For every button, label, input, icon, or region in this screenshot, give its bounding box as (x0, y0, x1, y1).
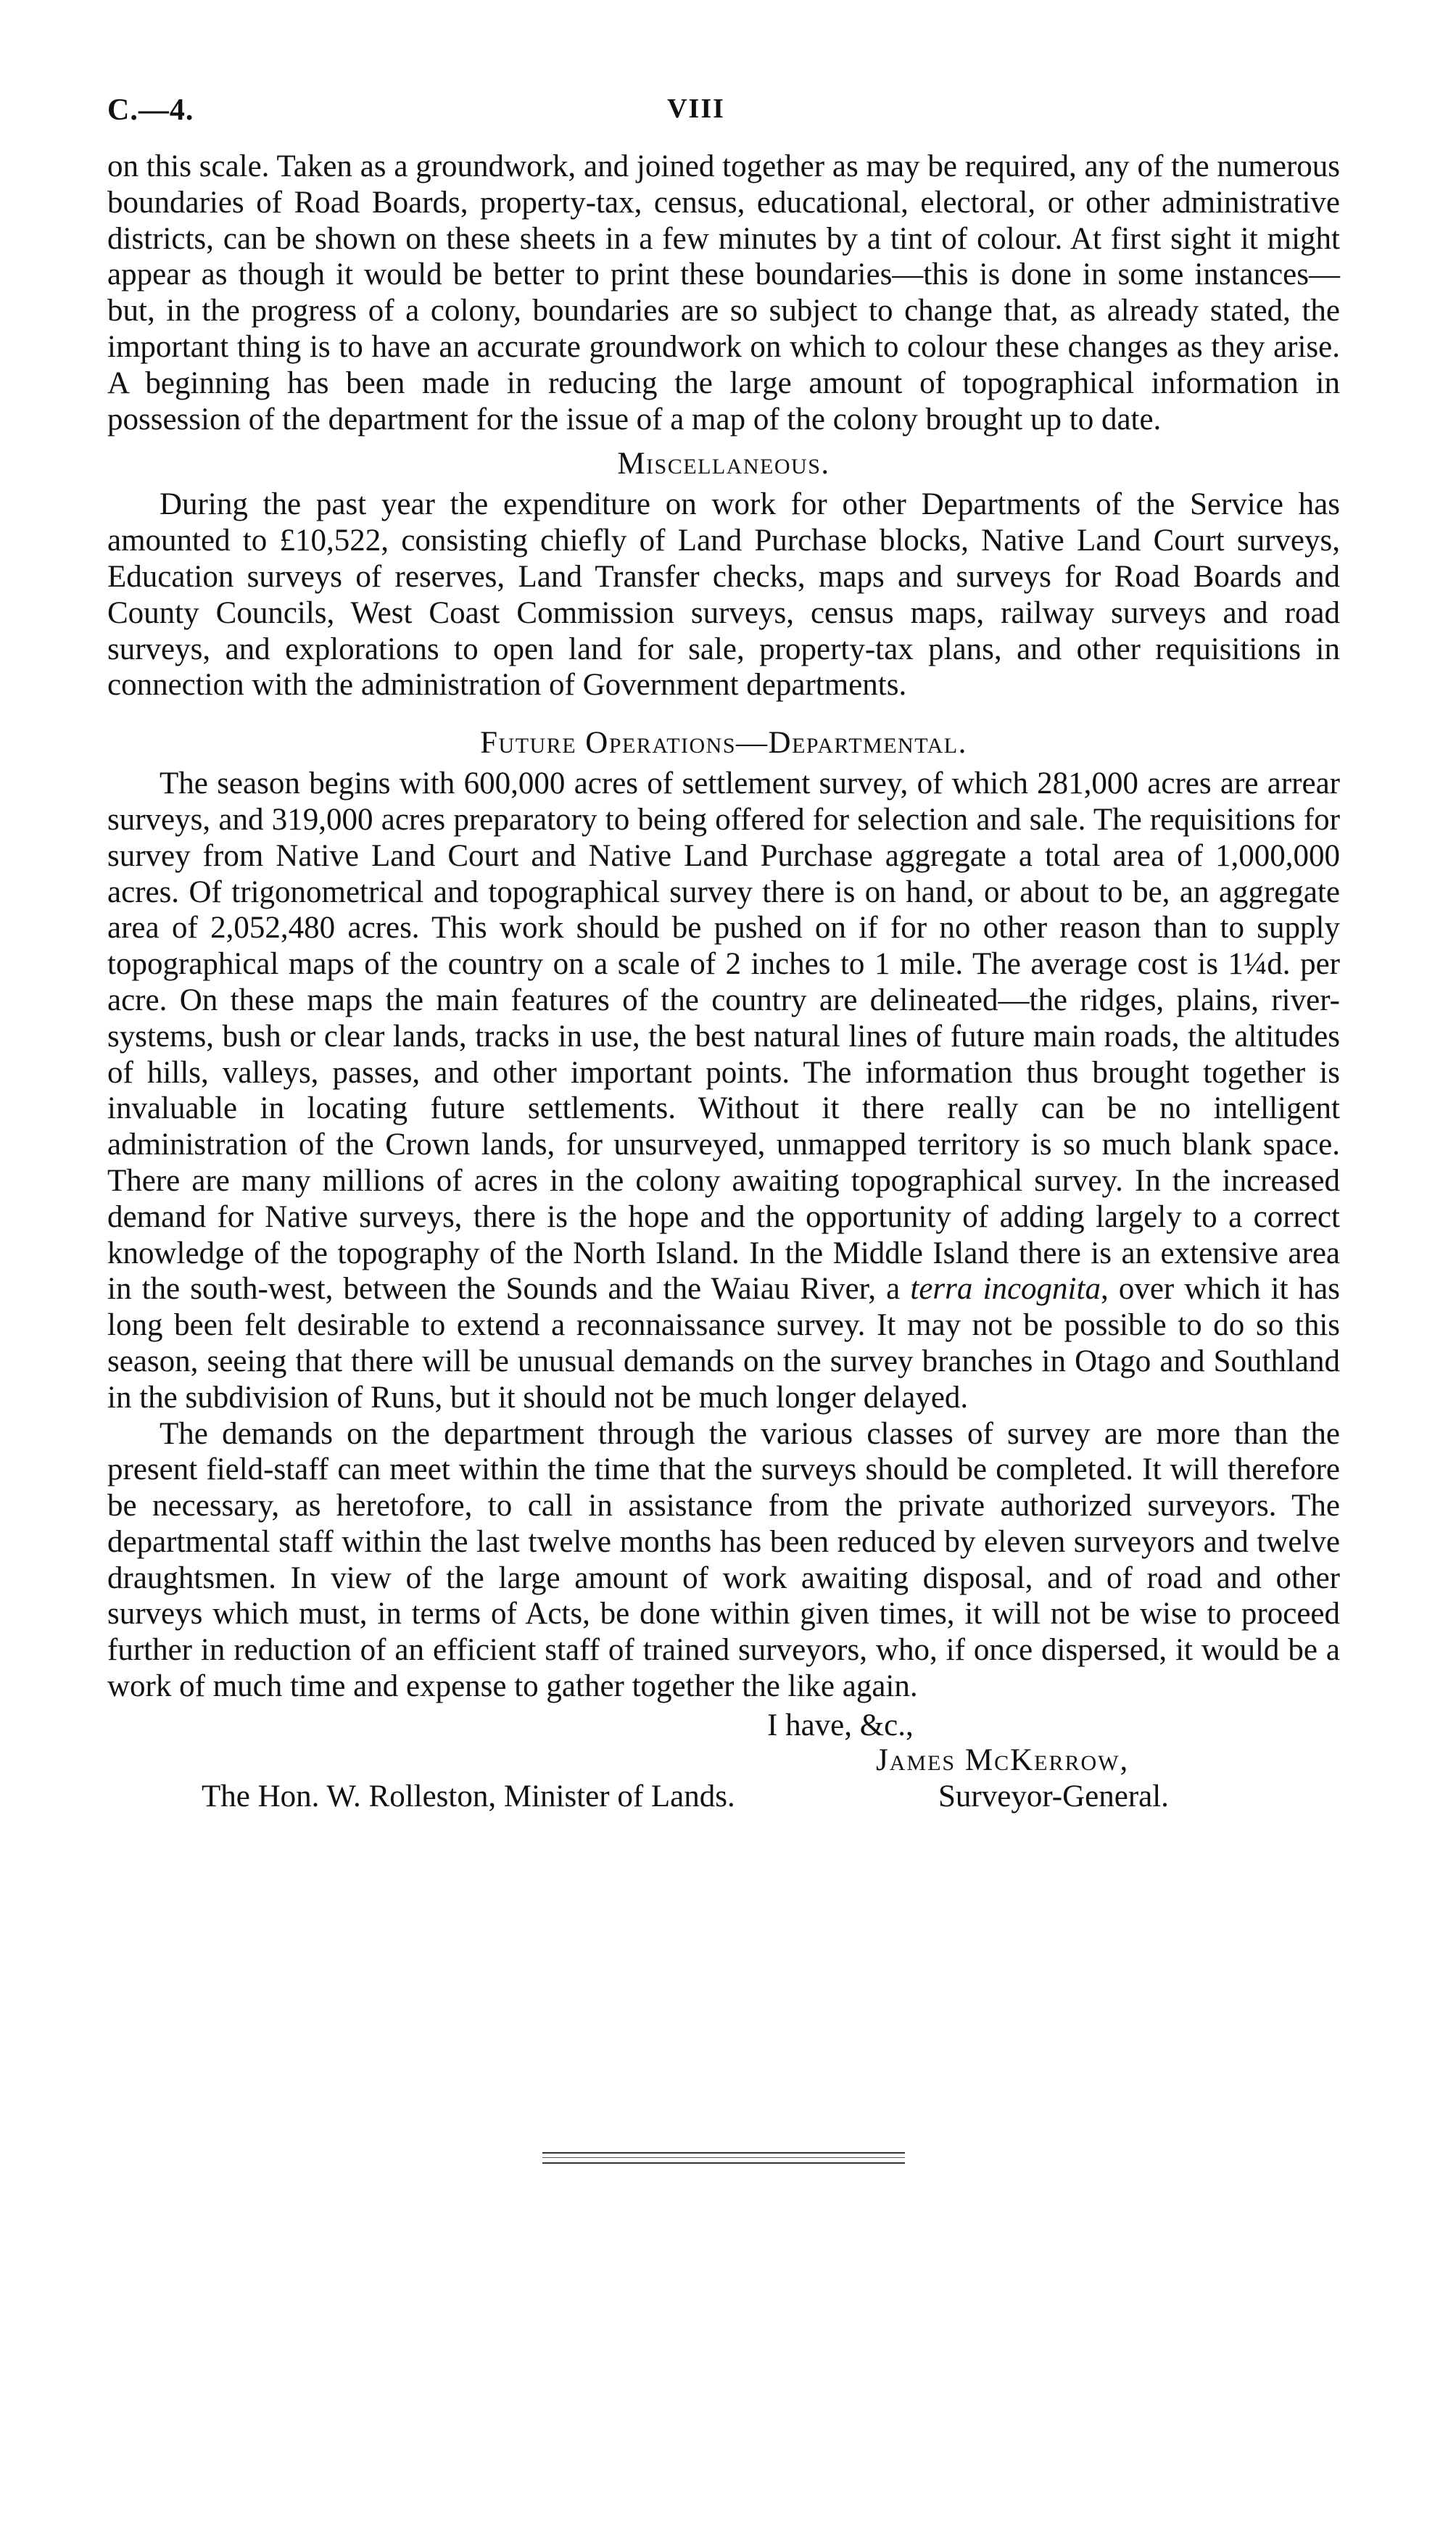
future-operations-paragraph-2: The demands on the department through the various classes of survey are more than the present field-staff can meet within the time that the surveys should be completed. It will therefore be necessary, as heretofore, to call in assistance from the private authorized surveyors. The departmental staff within the last twelve months has been reduced by eleven surveyors and twelve draughtsmen. In view of the large amount of work awaiting disposal, and of road and other surveys which must, in terms of Acts, be done within given times, it will not be wise to proceed further in reduction of an efficient staff of trained surveyors, who, if once dispersed, it would be a work of much time and expense to gather together the like again. (107, 1416, 1340, 1704)
paragraph-text: The season begins with 600,000 acres of settlement survey, of which 281,000 acres are arrear surveys, and 319,000 acres preparatory to being offered for selection and sale. The requisitions for survey from Native Land Court and Native Land Purchase aggregate a total area of 1,000,000 acres. Of trigonometrical and topographical survey there is on hand, or about to be, an aggregate area of 2,052,480 acres. This work should be pushed on if for no other reason than to supply topographical maps of the country on a scale of 2 inches to 1 mile. The average cost is 1¼d. per acre. On these maps the main features of the country are delineated—the ridges, plains, river-systems, bush or clear lands, tracks in use, the best natural lines of future main roads, the altitudes of hills, valleys, passes, and other important points. The information thus brought together is invaluable in locating future settlements. Without it there really can be no intelligent administration of the Crown lands, for unsurveyed, unmapped territory is so much blank space. There are many millions of acres in the colony awaiting topographical survey. In the increased demand for Native surveys, there is the hope and the opportunity of adding largely to a correct knowledge of the topography of the North Island. In the Middle Island there is an extensive area in the south-west, between the Sounds and the Waiau River, a (107, 766, 1340, 1307)
section-heading-future-operations: Future Operations—Departmental. (480, 726, 967, 761)
end-rule (542, 2162, 905, 2164)
addressee: The Hon. W. Rolleston, Minister of Lands. (202, 1779, 735, 1814)
end-rule (542, 2157, 905, 2158)
salutation: I have, &c., (767, 1708, 914, 1742)
intro-paragraph: on this scale. Taken as a groundwork, and joined together as may be required, any of the numerous boundaries of Road Boards, property-tax, census, educational, electoral, or other administrative districts, can be shown on these sheets in a few minutes by a tint of colour. At first sight it might appear as though it would be better to print these boundaries—this is done in some instances—but, in the progress of a colony, boundaries are so subject to change that, as already stated, the important thing is to have an accurate groundwork on which to colour these changes as they arise. A beginning has been made in reducing the large amount of topographical information in possession of the department for the issue of a map of the colony brought up to date. (107, 149, 1340, 437)
signatory-name: James McKerrow, (876, 1742, 1130, 1777)
paragraph-text: , over which it has long been felt desirable to extend a reconnaissance survey. It may not be possible to do so this season, seeing that there will be unusual demands on the survey branches in Otago and Southland in the subdivision of Runs, but it should not be much longer delayed. (107, 1272, 1340, 1415)
italic-phrase: terra incognita (910, 1272, 1101, 1307)
section-heading-miscellaneous: Miscellaneous. (617, 447, 830, 481)
running-header (0, 0, 1456, 145)
end-rule (542, 2152, 905, 2154)
letter-closing (107, 1708, 1340, 1814)
document-body (107, 149, 1340, 1814)
miscellaneous-paragraph: During the past year the expenditure on work for other Departments of the Service has amounted to £10,522, consisting chiefly of Land Purchase blocks, Native Land Court surveys, Education surveys of reserves, Land Transfer checks, maps and surveys for Road Boards and County Councils, West Coast Commission surveys, census maps, railway surveys and road surveys, and explorations to open land for sale, property-tax plans, and other requisitions in connection with the administration of Government departments. (107, 487, 1340, 703)
page-number: VIII (667, 94, 725, 124)
document-reference: C.—4. (107, 94, 194, 127)
future-operations-paragraph-1 (107, 766, 1340, 1415)
signatory-title: Surveyor-General. (938, 1779, 1169, 1814)
